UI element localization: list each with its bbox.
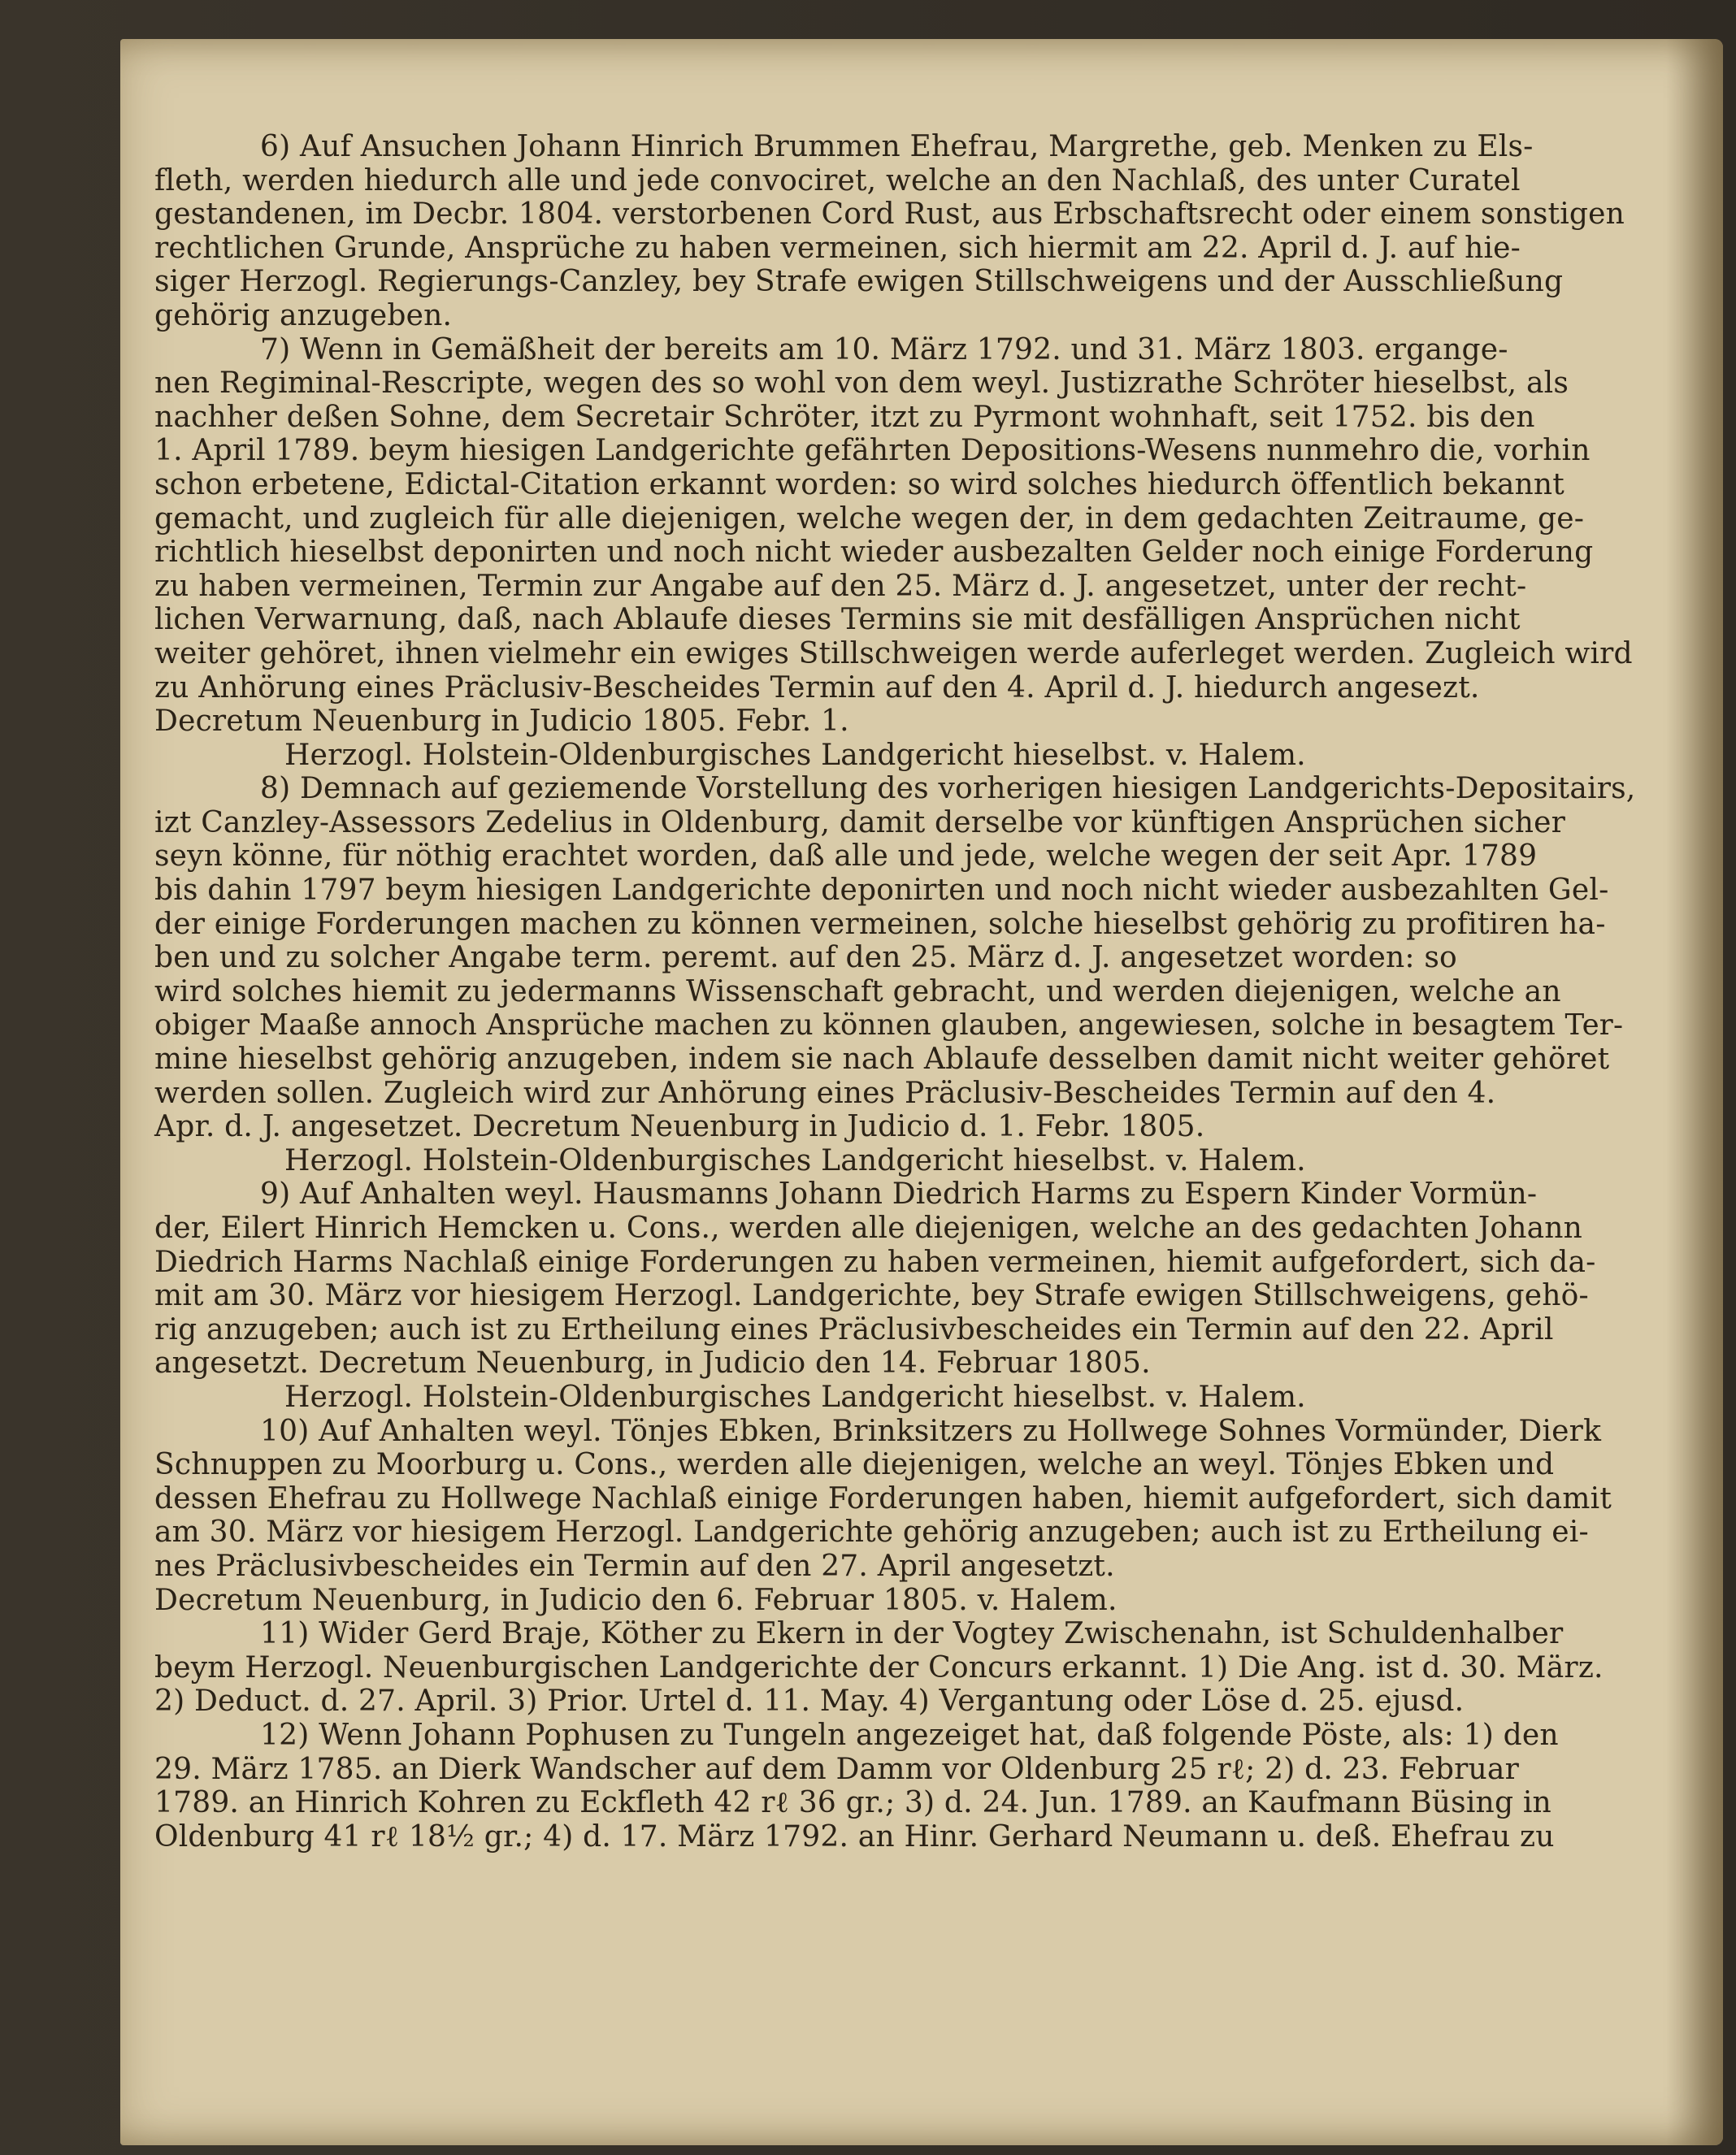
document-text: [154, 130, 1642, 1854]
text-line: gemacht, und zugleich für alle diejenigen, welche wegen der, in dem gedachten Zeitraume, ge-: [154, 501, 1585, 535]
court-name: Herzogl. Holstein-Oldenburgisches Landgericht hieselbst.: [284, 1380, 1157, 1414]
text-line: wird solches hiemit zu jedermanns Wissenschaft gebracht, und werden diejenigen, welche an: [154, 974, 1561, 1008]
text-line: werden sollen. Zugleich wird zur Anhörung eines Präclusiv-Bescheides Termin auf den 4.: [154, 1076, 1496, 1110]
signatory: v. Halem.: [1165, 1380, 1306, 1414]
signature-line: [154, 1381, 1642, 1415]
text-line: siger Herzogl. Regierungs-Canzley, bey Strafe ewigen Stillschweigens und der Ausschließung: [154, 265, 1564, 299]
paragraph-10: [154, 1415, 1642, 1618]
text-line: 11) Wider Gerd Braje, Köther zu Ekern in der Vogtey Zwischenahn, ist Schuldenhalber: [260, 1617, 1564, 1651]
text-line: fleth, werden hiedurch alle und jede convociret, welche an den Nachlaß, des unter Curatel: [154, 163, 1521, 197]
text-line: mit am 30. März vor hiesigem Herzogl. Landgerichte, bey Strafe ewigen Stillschweigens, gehö-: [154, 1279, 1589, 1313]
text-line: weiter gehöret, ihnen vielmehr ein ewiges Stillschweigen werde auferleget werden. Zugleich wird: [154, 636, 1633, 670]
text-line: rechtlichen Grunde, Ansprüche zu haben vermeinen, sich hiermit am 22. April d. J. auf hie-: [154, 231, 1521, 265]
paragraph-7: [154, 333, 1642, 773]
text-line: richtlich hieselbst deponirten und noch nicht wieder ausbezalten Gelder noch einige Forderung: [154, 535, 1594, 570]
paragraph-9: [154, 1177, 1642, 1414]
text-line: nen Regiminal-Rescripte, wegen des so wohl von dem weyl. Justizrathe Schröter hieselbst, als: [154, 366, 1569, 401]
text-line: rig anzugeben; auch ist zu Ertheilung eines Präclusivbescheides ein Termin auf den 22. April: [154, 1312, 1554, 1346]
text-line: angesetzt. Decretum Neuenburg, in Judicio den 14. Februar 1805.: [154, 1346, 1151, 1381]
text-line: schon erbetene, Edictal-Citation erkannt worden: so wird solches hiedurch öffentlich bekannt: [154, 467, 1565, 501]
text-line: dessen Ehefrau zu Hollwege Nachlaß einige Forderungen haben, hiemit aufgefordert, sich damit: [154, 1481, 1612, 1515]
text-line: am 30. März vor hiesigem Herzogl. Landgerichte gehörig anzugeben; auch ist zu Ertheilung ei-: [154, 1515, 1589, 1550]
text-line: nachher deßen Sohne, dem Secretair Schröter, itzt zu Pyrmont wohnhaft, seit 1752. bis den: [154, 400, 1535, 434]
text-line: 2) Deduct. d. 27. April. 3) Prior. Urtel d. 11. May. 4) Vergantung oder Löse d. 25. ejusd.: [154, 1685, 1465, 1719]
text-line: Apr. d. J. angesetzet. Decretum Neuenburg in Judicio d. 1. Febr. 1805.: [154, 1110, 1205, 1144]
text-line: beym Herzogl. Neuenburgischen Landgerichte der Concurs erkannt. 1) Die Ang. ist d. 30. März.: [154, 1650, 1604, 1685]
signatory: v. Halem.: [1165, 1143, 1306, 1177]
text-line: 7) Wenn in Gemäßheit der bereits am 10. März 1792. und 31. März 1803. ergange-: [260, 332, 1508, 366]
paragraph-8: [154, 772, 1642, 1177]
text-line: Decretum Neuenburg in Judicio 1805. Febr. 1.: [154, 705, 849, 739]
text-line: 29. März 1785. an Dierk Wandscher auf dem Damm vor Oldenburg 25 rℓ; 2) d. 23. Februar: [154, 1752, 1519, 1786]
paragraph-12: [154, 1719, 1642, 1854]
court-name: Herzogl. Holstein-Oldenburgisches Landgericht hieselbst.: [284, 1143, 1157, 1177]
text-line: gehörig anzugeben.: [154, 298, 453, 332]
court-name: Herzogl. Holstein-Oldenburgisches Landgericht hieselbst.: [284, 738, 1157, 772]
text-line: 12) Wenn Johann Pophusen zu Tungeln angezeiget hat, daß folgende Pöste, als: 1) den: [260, 1718, 1559, 1752]
signatory: v. Halem.: [977, 1583, 1118, 1617]
text-line: der, Eilert Hinrich Hemcken u. Cons., werden alle diejenigen, welche an des gedachten Johann: [154, 1212, 1583, 1245]
text-line: ben und zu solcher Angabe term. peremt. auf den 25. März d. J. angesetzet worden: so: [154, 941, 1457, 975]
signature-line: [154, 1144, 1642, 1178]
text-line: izt Canzley-Assessors Zedelius in Oldenburg, damit derselbe vor künftigen Ansprüchen sicher: [154, 805, 1566, 839]
text-line: mine hieselbst gehörig anzugeben, indem sie nach Ablaufe desselben damit nicht weiter gehöret: [154, 1043, 1610, 1077]
text-line: der einige Forderungen machen zu können vermeinen, solche hieselbst gehörig zu profitiren ha-: [154, 907, 1606, 941]
text-line: 9) Auf Anhalten weyl. Hausmanns Johann Diedrich Harms zu Espern Kinder Vormün-: [260, 1177, 1538, 1212]
text-line: 6) Auf Ansuchen Johann Hinrich Brummen Ehefrau, Margrethe, geb. Menken zu Els-: [260, 130, 1534, 163]
text-line: Schnuppen zu Moorburg u. Cons., werden alle diejenigen, welche an weyl. Tönjes Ebken und: [154, 1448, 1555, 1482]
paragraph-6: [154, 130, 1642, 333]
text-line: 1789. an Hinrich Kohren zu Eckfleth 42 rℓ 36 gr.; 3) d. 24. Jun. 1789. an Kaufmann Büsing in: [154, 1786, 1552, 1820]
signatory: v. Halem.: [1165, 738, 1306, 772]
text-line: lichen Verwarnung, daß, nach Ablaufe dieses Termins sie mit desfälligen Ansprüchen nicht: [154, 603, 1521, 637]
text-line: 8) Demnach auf geziemende Vorstellung des vorherigen hiesigen Landgerichts-Depositairs,: [260, 772, 1636, 806]
text-line: zu haben vermeinen, Termin zur Angabe auf den 25. März d. J. angesetzet, unter der recht-: [154, 569, 1527, 603]
text-line: seyn könne, für nöthig erachtet worden, daß alle und jede, welche wegen der seit Apr. 1789: [154, 839, 1538, 874]
decree-line: [154, 1584, 1642, 1618]
text-line: nes Präclusivbescheides ein Termin auf den 27. April angesetzt.: [154, 1549, 1115, 1583]
paragraph-11: [154, 1617, 1642, 1719]
text-line: 1. April 1789. beym hiesigen Landgerichte gefährten Depositions-Wesens nunmehro die, vorhin: [154, 434, 1591, 468]
text-line: gestandenen, im Decbr. 1804. verstorbenen Cord Rust, aus Erbschaftsrecht oder einem sonstigen: [154, 197, 1625, 232]
text-line: zu Anhörung eines Präclusiv-Bescheides Termin auf den 4. April d. J. hiedurch angesezt.: [154, 670, 1480, 705]
decree-text: Decretum Neuenburg, in Judicio den 6. Februar 1805.: [154, 1583, 968, 1617]
signature-line: [154, 739, 1642, 773]
text-line: Diedrich Harms Nachlaß einige Forderungen zu haben vermeinen, hiemit aufgefordert, sich da-: [154, 1245, 1596, 1279]
text-line: bis dahin 1797 beym hiesigen Landgerichte deponirten und noch nicht wieder ausbezahlten Gel-: [154, 874, 1609, 908]
text-line: Oldenburg 41 rℓ 18½ gr.; 4) d. 17. März 1792. an Hinr. Gerhard Neumann u. deß. Ehefrau zu: [154, 1819, 1555, 1854]
text-line: 10) Auf Anhalten weyl. Tönjes Ebken, Brinksitzers zu Hollwege Sohnes Vormünder, Dierk: [260, 1414, 1602, 1448]
text-line: obiger Maaße annoch Ansprüche machen zu können glauben, angewiesen, solche in besagtem Ter-: [154, 1008, 1624, 1043]
